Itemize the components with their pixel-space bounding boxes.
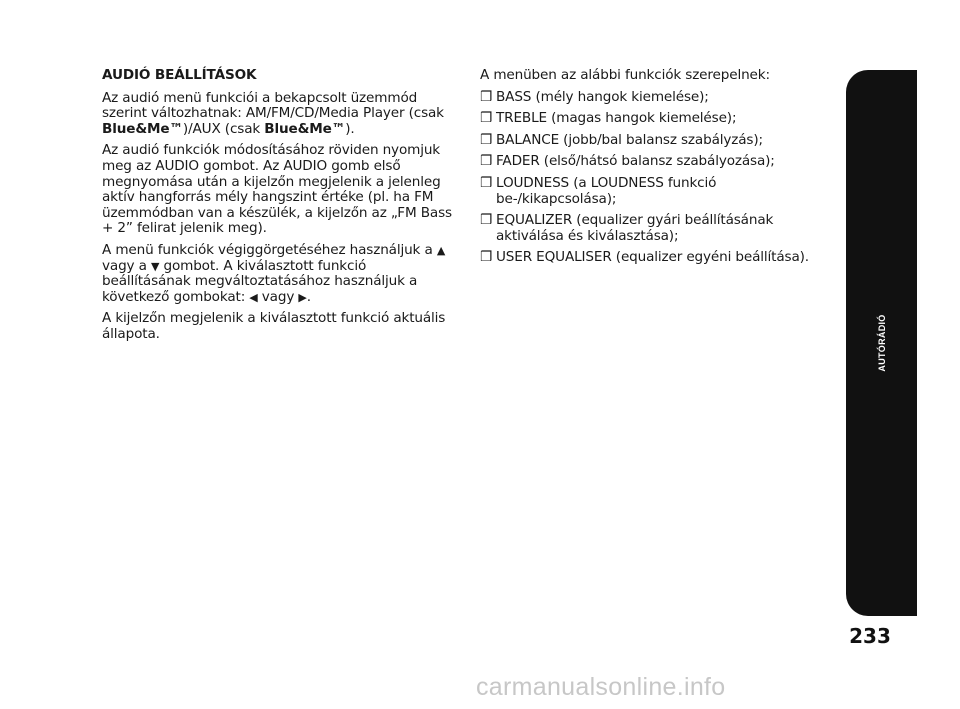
modes-end: ).	[345, 120, 355, 137]
list-item	[480, 213, 840, 244]
nav-text-4: vagy	[257, 288, 299, 305]
paragraph-navigation	[102, 243, 454, 305]
modes-mid: )/AUX (csak	[182, 120, 265, 137]
arrow-left-icon: ◀	[249, 290, 258, 304]
right-column	[480, 68, 840, 272]
checkbox-bullet-icon: ❒	[480, 212, 493, 229]
blueme-label: Blue&Me™	[102, 120, 183, 137]
chapter-tab-label: AUTÓRÁDIÓ	[876, 314, 887, 372]
modes-text: Az audió menü funkciói a bekapcsolt üzemmód szerint változhatnak: AM/FM/CD/Media Player (csak	[102, 89, 444, 122]
left-column	[102, 68, 454, 349]
paragraph-modes	[102, 91, 454, 138]
list-item-text: BALANCE (jobb/bal balansz szabályzás);	[496, 131, 763, 148]
arrow-down-icon: ▼	[150, 259, 160, 273]
chapter-tab	[846, 70, 917, 616]
list-item	[480, 154, 840, 170]
nav-text-3: gombot. A kiválasztott funkció beállításának megváltoztatásához használjuk a következő gombokat:	[102, 257, 418, 305]
list-item-text: EQUALIZER (equalizer gyári beállításának aktiválása és kiválasztása);	[496, 212, 774, 244]
list-item	[480, 176, 840, 207]
page-number: 233	[849, 624, 891, 648]
list-item	[480, 111, 840, 127]
checkbox-bullet-icon: ❒	[480, 131, 493, 148]
nav-text-5: .	[306, 288, 311, 305]
function-list-intro: A menüben az alábbi funkciók szerepelnek:	[480, 67, 770, 83]
list-item	[480, 133, 840, 149]
watermark: carmanualsonline.info	[476, 673, 726, 701]
list-item	[480, 90, 840, 106]
paragraph-audio-button: Az audió funkciók módosításához röviden nyomjuk meg az AUDIO gombot. Az AUDIO gomb első megnyomása után a kijelzőn megjelenik a jelenleg aktív hangforrás mély hangszint értéke (pl. ha FM üzemmódban van a készülék, a kijelzőn az „FM Bass + 2” felirat jelenik meg).	[102, 142, 452, 237]
list-item-text: FADER (első/hátsó balansz szabályozása);	[496, 153, 775, 170]
checkbox-bullet-icon: ❒	[480, 249, 493, 266]
blueme-label-2: Blue&Me™	[264, 120, 346, 137]
section-heading: AUDIÓ BEÁLLÍTÁSOK	[102, 67, 257, 83]
arrow-right-icon: ▶	[298, 290, 307, 304]
list-item	[480, 250, 840, 266]
checkbox-bullet-icon: ❒	[480, 174, 493, 191]
list-item-text: USER EQUALISER (equalizer egyéni beállítása).	[496, 249, 809, 266]
paragraph-status: A kijelzőn megjelenik a kiválasztott funkció aktuális állapota.	[102, 310, 446, 342]
nav-text-2: vagy a	[102, 257, 151, 274]
list-item-text: LOUDNESS (a LOUDNESS funkció be-/kikapcsolása);	[496, 174, 717, 207]
checkbox-bullet-icon: ❒	[480, 110, 493, 127]
list-item-text: BASS (mély hangok kiemelése);	[496, 88, 709, 105]
nav-text-1: A menü funkciók végiggörgetéséhez használjuk a	[102, 241, 437, 258]
function-list	[480, 90, 840, 266]
list-item-text: TREBLE (magas hangok kiemelése);	[496, 110, 737, 127]
arrow-up-icon: ▲	[436, 243, 446, 257]
checkbox-bullet-icon: ❒	[480, 153, 493, 170]
checkbox-bullet-icon: ❒	[480, 88, 493, 105]
